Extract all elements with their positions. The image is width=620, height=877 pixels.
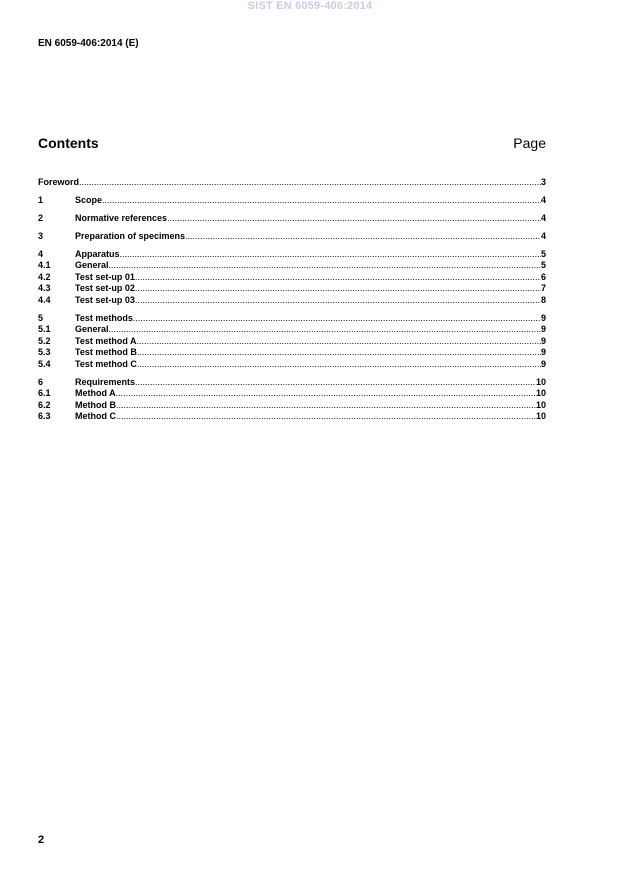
toc-dot-leader — [135, 376, 536, 388]
toc-entry-page: 9 — [540, 358, 546, 369]
toc-entry-page: 4 — [540, 231, 546, 241]
toc-entry[interactable] — [38, 248, 546, 260]
toc-group — [38, 194, 546, 206]
toc-entry-page: 5 — [540, 260, 546, 270]
toc-entry-foreword[interactable] — [38, 176, 546, 188]
toc-entry-number: 5.1 — [38, 324, 51, 334]
toc-dot-leader — [135, 272, 541, 284]
toc-entry-page: 4 — [540, 213, 546, 223]
toc-entry-title: General — [75, 324, 109, 334]
toc-entry-title: General — [75, 260, 109, 270]
toc-dot-leader — [79, 176, 541, 188]
toc-dot-leader — [116, 388, 536, 400]
toc-entry-page: 9 — [540, 324, 546, 334]
toc-entry-number: 6.2 — [38, 399, 51, 410]
toc-entry-page: 4 — [540, 195, 546, 205]
toc-dot-leader — [116, 411, 536, 423]
toc-entry-page: 10 — [535, 377, 546, 387]
toc-entry[interactable] — [38, 194, 546, 206]
contents-header — [38, 135, 546, 155]
toc-entry-number: 5 — [38, 313, 44, 323]
toc-entry-title: Normative references — [75, 213, 168, 223]
toc-dot-leader — [135, 295, 541, 307]
toc-group — [38, 376, 546, 423]
toc-dot-leader — [120, 248, 541, 260]
toc-entry-title: Method A — [75, 388, 116, 398]
page-column-label: Page — [513, 135, 546, 151]
toc-entry-number: 2 — [38, 213, 44, 223]
toc-entry-number: 6 — [38, 377, 44, 387]
toc-entry[interactable] — [38, 272, 546, 284]
toc-dot-leader — [167, 212, 541, 224]
table-of-contents — [38, 176, 546, 429]
toc-entry-number: 5.2 — [38, 335, 51, 346]
toc-dot-leader — [133, 312, 541, 324]
toc-dot-leader — [137, 359, 541, 371]
toc-entry-page: 9 — [540, 335, 546, 346]
toc-entry-page: 10 — [535, 388, 546, 398]
toc-entry-number: 1 — [38, 195, 44, 205]
toc-group-foreword — [38, 176, 546, 188]
toc-dot-leader — [116, 400, 536, 412]
toc-entry-page: 5 — [540, 249, 546, 259]
toc-entry-title: Method B — [75, 399, 116, 410]
toc-entry-page: 8 — [540, 294, 546, 305]
toc-entry-page: 6 — [540, 271, 546, 282]
toc-entry[interactable] — [38, 359, 546, 371]
toc-entry[interactable] — [38, 347, 546, 359]
toc-dot-leader — [109, 260, 541, 272]
toc-entry-page: 10 — [535, 411, 546, 421]
toc-entry[interactable] — [38, 400, 546, 412]
toc-entry-title: Test methods — [75, 313, 133, 323]
toc-dot-leader — [135, 283, 541, 295]
toc-group — [38, 212, 546, 224]
toc-entry-number: 4.3 — [38, 283, 51, 293]
toc-entry[interactable] — [38, 230, 546, 242]
toc-entry-page: 9 — [540, 313, 546, 323]
toc-entry[interactable] — [38, 283, 546, 295]
toc-entry-page: 3 — [540, 177, 546, 187]
toc-entry-number: 5.4 — [38, 358, 51, 369]
toc-entry[interactable] — [38, 295, 546, 307]
toc-entry-number: 6.1 — [38, 388, 51, 398]
toc-dot-leader — [137, 347, 541, 359]
contents-title: Contents — [38, 135, 99, 151]
toc-entry[interactable] — [38, 324, 546, 336]
toc-dot-leader — [109, 324, 541, 336]
toc-entry-title: Requirements — [75, 377, 136, 387]
toc-entry-title: Test method C — [75, 358, 137, 369]
toc-entry[interactable] — [38, 411, 546, 423]
toc-group — [38, 230, 546, 242]
toc-entry-title: Apparatus — [75, 249, 120, 259]
toc-entry-number: 5.3 — [38, 347, 51, 357]
toc-entry[interactable] — [38, 376, 546, 388]
toc-entry-number: 4.1 — [38, 260, 51, 270]
toc-dot-leader — [185, 230, 541, 242]
toc-entry-number: 6.3 — [38, 411, 51, 421]
toc-group — [38, 312, 546, 370]
toc-entry-title: Test method B — [75, 347, 137, 357]
toc-entry-page: 9 — [540, 347, 546, 357]
toc-entry-title: Preparation of specimens — [75, 231, 186, 241]
toc-entry-number: 3 — [38, 231, 44, 241]
toc-entry[interactable] — [38, 388, 546, 400]
toc-entry-page: 7 — [540, 283, 546, 293]
toc-entry-number: 4.4 — [38, 294, 51, 305]
toc-entry-title: Foreword — [38, 177, 80, 187]
toc-entry-title: Method C — [75, 411, 116, 421]
toc-entry-title: Test set-up 03 — [75, 294, 135, 305]
toc-entry[interactable] — [38, 336, 546, 348]
watermark: SIST EN 6059-406:2014 — [247, 0, 373, 12]
toc-group — [38, 248, 546, 306]
toc-entry-title: Scope — [75, 195, 103, 205]
toc-entry-number: 4 — [38, 249, 44, 259]
toc-entry[interactable] — [38, 212, 546, 224]
toc-dot-leader — [137, 336, 541, 348]
toc-entry[interactable] — [38, 260, 546, 272]
toc-dot-leader — [102, 194, 541, 206]
toc-sections — [38, 194, 546, 423]
toc-entry-title: Test set-up 02 — [75, 283, 135, 293]
toc-entry-title: Test method A — [75, 335, 137, 346]
page-number: 2 — [38, 834, 45, 846]
toc-entry[interactable] — [38, 312, 546, 324]
document-identifier: EN 6059-406:2014 (E) — [38, 38, 139, 49]
toc-entry-page: 10 — [535, 399, 546, 410]
toc-entry-number: 4.2 — [38, 271, 51, 282]
toc-entry-title: Test set-up 01 — [75, 271, 135, 282]
